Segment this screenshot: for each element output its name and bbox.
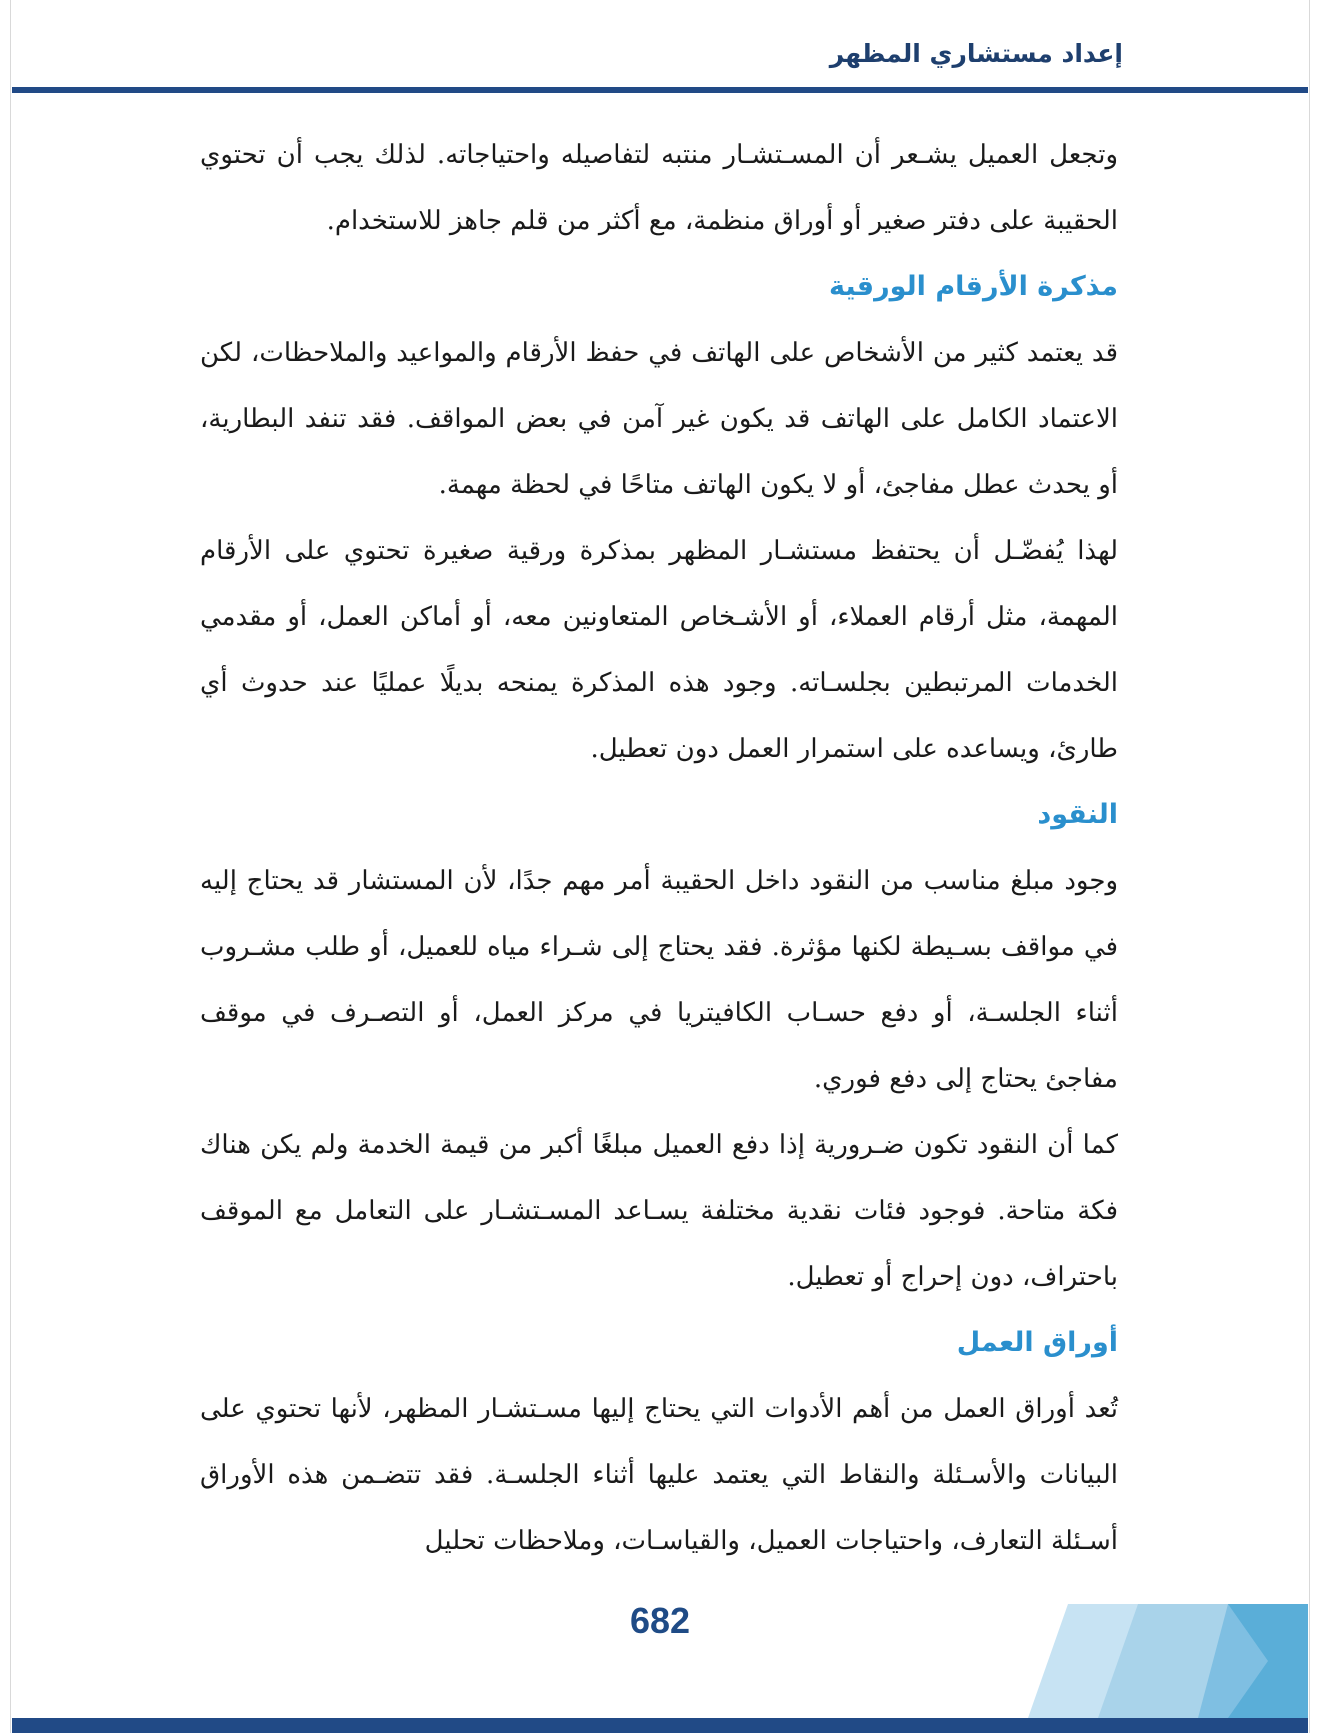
page-edge-left	[10, 0, 11, 1733]
section-heading-cash: النقود	[1037, 799, 1118, 830]
paragraph-worksheets-1: تُعد أوراق العمل من أهم الأدوات التي يحتاج إليها مسـتشـار المظهر، لأنها تحتوي على البيانات والأسـئلة والنقاط التي يعتمد عليها أثناء الجلسـة. فقد تتضـمن هذه الأوراق أسـئلة التعارف، واحتياجات العميل، والقياسـات، وملاحظات تحليل	[200, 1394, 1118, 1556]
footer-bar	[12, 1718, 1308, 1733]
page-number: 682	[629, 1600, 691, 1641]
corner-decoration	[1028, 1554, 1308, 1718]
paragraph-cash-2: كما أن النقود تكون ضـرورية إذا دفع العميل مبلغًا أكبر من قيمة الخدمة ولم يكن هناك فكة متاحة. فوجود فئات نقدية مختلفة يسـاعد المسـتشـار على التعامل مع الموقف باحتراف، دون إحراج أو تعطيل.	[200, 1130, 1118, 1292]
paragraph-paper-notebook-2: لهذا يُفضّـل أن يحتفظ مستشـار المظهر بمذكرة ورقية صغيرة تحتوي على الأرقام المهمة، مثل أرقام العملاء، أو الأشـخاص المتعاونين معه، أو أماكن العمل، أو مقدمي الخدمات المرتبطين بجلسـاته. وجود هذه المذكرة يمنحه بديلًا عمليًا عند حدوث أي طارئ، ويساعده على استمرار العمل دون تعطيل.	[200, 536, 1118, 764]
page-edge-right	[1309, 0, 1310, 1733]
header-rule	[12, 87, 1308, 93]
paragraph-cash-1: وجود مبلغ مناسب من النقود داخل الحقيبة أمر مهم جدًا، لأن المستشار قد يحتاج إليه في مواقف بسـيطة لكنها مؤثرة. فقد يحتاج إلى شـراء مياه للعميل، أو طلب مشـروب أثناء الجلسـة، أو دفع حسـاب الكافيتريا في مركز العمل، أو التصـرف في موقف مفاجئ يحتاج إلى دفع فوري.	[200, 866, 1118, 1094]
intro-paragraph: وتجعل العميل يشـعر أن المسـتشـار منتبه لتفاصيله واحتياجاته. لذلك يجب أن تحتوي الحقيبة على دفتر صغير أو أوراق منظمة، مع أكثر من قلم جاهز للاستخدام.	[200, 140, 1118, 236]
paragraph-paper-notebook-1: قد يعتمد كثير من الأشخاص على الهاتف في حفظ الأرقام والمواعيد والملاحظات، لكن الاعتماد الكامل على الهاتف قد يكون غير آمن في بعض المواقف. فقد تنفد البطارية، أو يحدث عطل مفاجئ، أو لا يكون الهاتف متاحًا في لحظة مهمة.	[200, 338, 1118, 500]
section-heading-worksheets: أوراق العمل	[956, 1327, 1118, 1358]
section-heading-paper-notebook: مذكرة الأرقام الورقية	[829, 271, 1118, 302]
running-header-title: إعداد مستشاري المظهر	[829, 39, 1123, 68]
body-text	[200, 122, 1118, 1574]
